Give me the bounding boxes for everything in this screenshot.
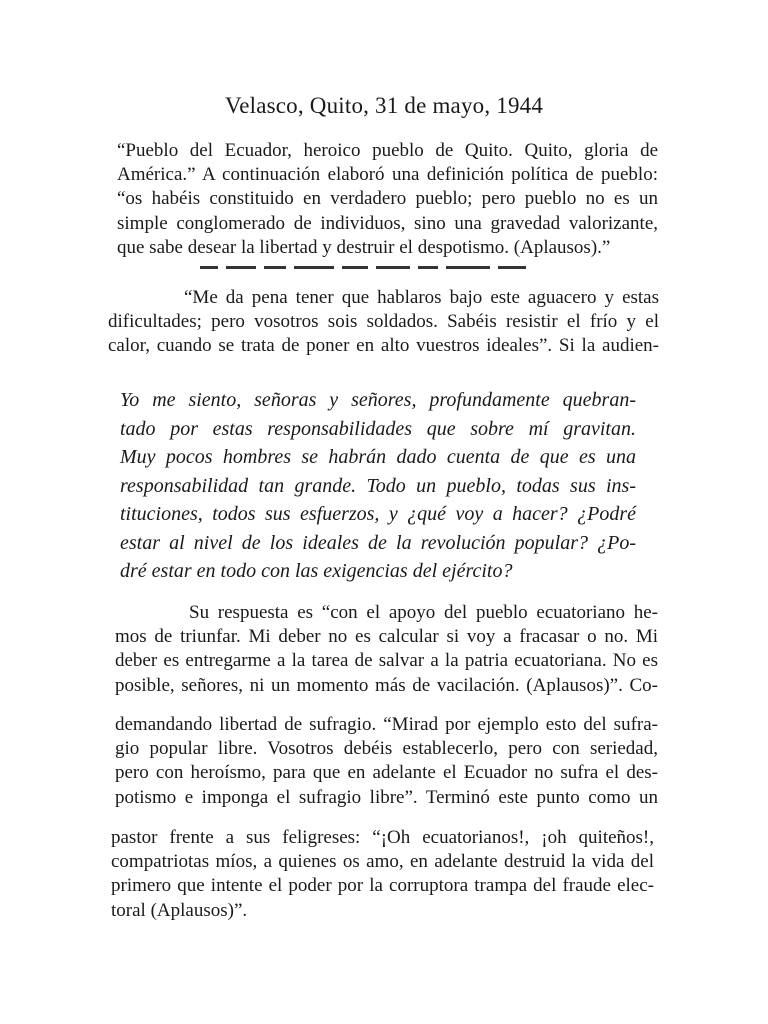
text-line: calor, cuando se trata de poner en alto vuestros ideales”. Si la audien- — [108, 335, 659, 357]
quote-line: Muy pocos hombres se habrán dado cuenta de que es una — [120, 446, 636, 468]
paragraph-block-2 — [108, 286, 659, 359]
text-line: deber es entregarme a la tarea de salvar a la patria ecuatoriana. No es — [115, 650, 658, 672]
paragraph-block-4 — [115, 601, 658, 698]
text-line: toral (Aplausos)”. — [111, 899, 248, 921]
text-line: pastor frente a sus feligreses: “¡Oh ecuatorianos!, ¡oh quiteños!, — [111, 827, 654, 848]
text-line: pero con heroísmo, para que en adelante el Ecuador no sufra el des- — [115, 762, 658, 784]
text-line: “os habéis constituido en verdadero pueblo; pero pueblo no es un — [117, 188, 658, 210]
text-line: primero que intente el poder por la corruptora trampa del fraude elec- — [111, 875, 654, 897]
text-line: Su respuesta es “con el apoyo del pueblo ecuatoriano he- — [189, 602, 658, 623]
quote-line: estar al nivel de los ideales de la revolución popular? ¿Po- — [120, 531, 636, 554]
quote-line: dré estar en todo con las exigencias del ejército? — [120, 560, 513, 582]
paragraph-block-1 — [117, 139, 658, 260]
text-line: que sabe desear la libertad y destruir el despotismo. (Aplausos).” — [117, 236, 611, 258]
document-heading: Velasco, Quito, 31 de mayo, 1944 — [224, 93, 544, 118]
quote-line: responsabilidad tan grande. Todo un pueblo, todas sus ins- — [120, 474, 636, 497]
text-line: gio popular libre. Vosotros debéis establecerlo, pero con seriedad, — [115, 738, 658, 760]
text-line: simple conglomerado de individuos, sino una gravedad valorizante, — [117, 212, 658, 234]
quote-line: tado por estas responsabilidades que sobre mí gravitan. — [120, 417, 636, 440]
cut-off-line-fragment — [200, 262, 600, 272]
quote-line: Yo me siento, señoras y señores, profundamente quebran- — [120, 389, 636, 411]
text-line: potismo e imponga el sufragio libre”. Terminó este punto como un — [115, 786, 658, 808]
text-line: compatriotas míos, a quienes os amo, en adelante destruid la vida del — [111, 851, 654, 873]
paragraph-block-6 — [111, 826, 654, 923]
text-line: América.” A continuación elaboró una definición política de pueblo: — [117, 164, 658, 186]
quote-block-italic — [120, 386, 636, 586]
paragraph-block-5 — [115, 713, 658, 810]
text-line: posible, señores, ni un momento más de vacilación. (Aplausos)”. Co- — [115, 674, 658, 696]
text-line: demandando libertad de sufragio. “Mirad por ejemplo esto del sufra- — [115, 714, 658, 735]
text-line: “Me da pena tener que hablaros bajo este aguacero y estas — [184, 287, 659, 308]
text-line: dificultades; pero vosotros sois soldados. Sabéis resistir el frío y el — [108, 311, 659, 333]
quote-line: tituciones, todos sus esfuerzos, y ¿qué voy a hacer? ¿Podré — [120, 503, 636, 525]
text-line: “Pueblo del Ecuador, heroico pueblo de Quito. Quito, gloria de — [117, 140, 658, 161]
text-line: mos de triunfar. Mi deber no es calcular si voy a fracasar o no. Mi — [115, 626, 658, 648]
